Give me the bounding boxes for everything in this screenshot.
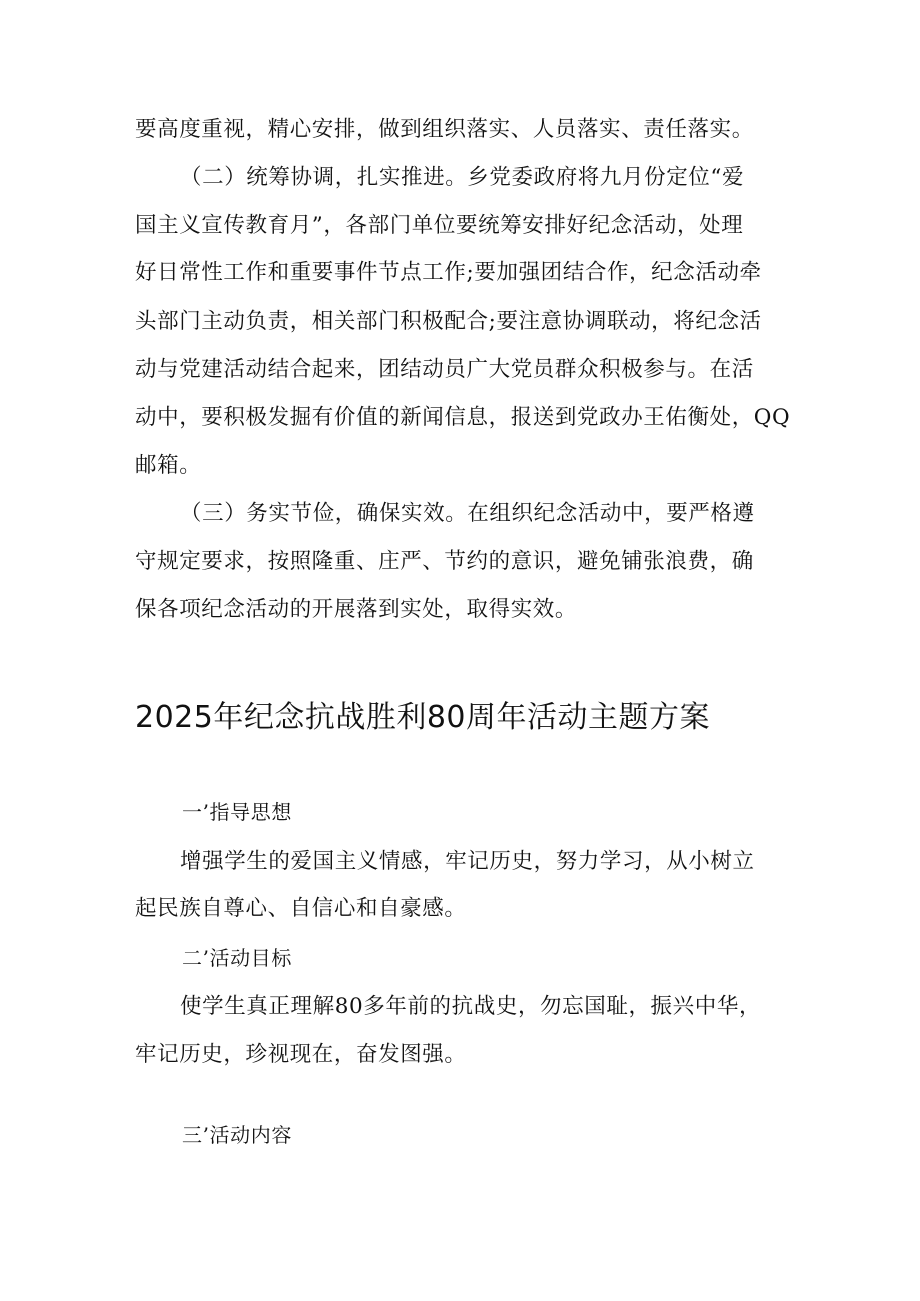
paragraph-line: 动中，要积极发掘有价值的新闻信息，报送到党政办王佑衡处，QQ (135, 405, 791, 430)
paragraph-line: （三）务实节俭，确保实效。在组织纪念活动中，要严格遵 (180, 501, 755, 526)
section-heading-guiding-thought: 一’指导思想 (182, 800, 292, 824)
paragraph-line: 增强学生的爱国主义情感，牢记历史，努力学习，从小树立 (180, 849, 755, 874)
paragraph-line: 使学生真正理解80多年前的抗战史，勿忘国耻，振兴中华， (180, 994, 762, 1019)
section-heading-activity-content: 三’活动内容 (182, 1123, 292, 1147)
paragraph-line: （二）统筹协调，扎实推进。乡党委政府将九月份定位“爱 (180, 165, 745, 190)
paragraph-line: 好日常性工作和重要事件节点工作;要加强团结合作，纪念活动牵 (135, 260, 762, 285)
paragraph-line: 国主义宣传教育月”，各部门单位要统筹安排好纪念活动，处理 (135, 213, 744, 238)
document-title: 2025年纪念抗战胜利80周年活动主题方案 (135, 700, 711, 735)
paragraph-line: 保各项纪念活动的开展落到实处，取得实效。 (135, 597, 578, 622)
paragraph-line: 起民族自尊心、自信心和自豪感。 (135, 896, 467, 921)
section-heading-activity-goal: 二’活动目标 (182, 946, 292, 970)
paragraph-line: 要高度重视，精心安排，做到组织落实、人员落实、责任落实。 (135, 117, 754, 142)
paragraph-line: 守规定要求，按照隆重、庄严、节约的意识，避免铺张浪费，确 (135, 549, 754, 574)
paragraph-line: 头部门主动负责，相关部门积极配合;要注意协调联动，将纪念活 (135, 309, 762, 334)
paragraph-line: 邮箱。 (135, 453, 202, 478)
paragraph-line: 动与党建活动结合起来，团结动员广大党员群众积极参与。在活 (135, 357, 754, 382)
paragraph-line: 牢记历史，珍视现在，奋发图强。 (135, 1042, 467, 1067)
